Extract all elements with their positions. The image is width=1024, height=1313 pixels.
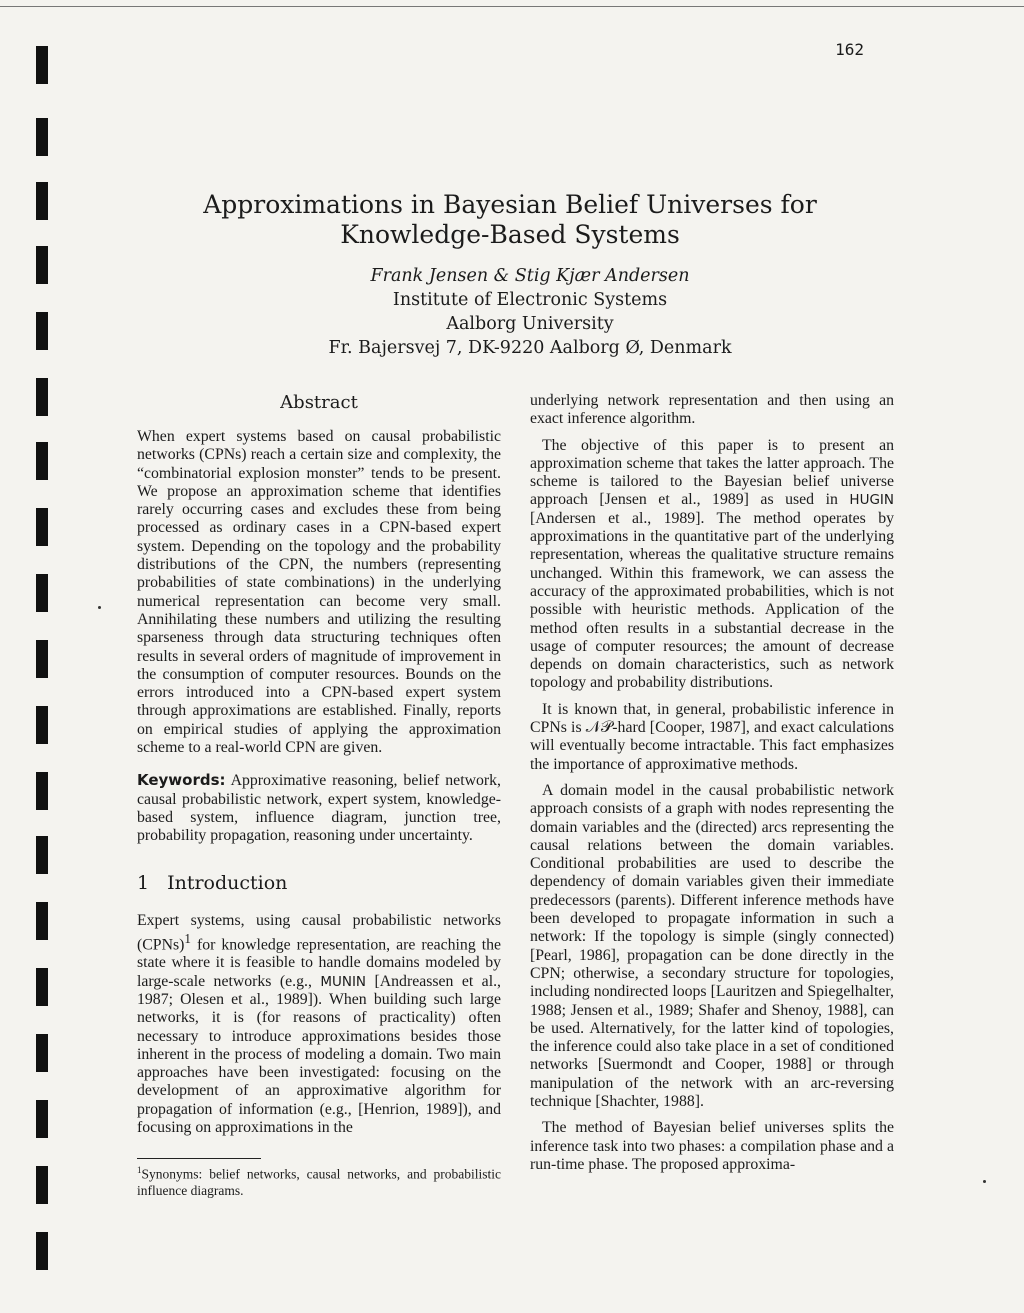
binder-holes [36,36,50,1276]
binder-hole-mark [36,46,48,84]
intro-text-a: Expert systems, using causal probabilistic networks (CPNs) [137,911,501,954]
binder-hole-mark [36,378,48,416]
binder-hole-mark [36,968,48,1006]
introduction-paragraph-1 [137,912,501,1138]
keywords-label: Keywords: [137,771,226,790]
objective-paragraph [530,437,894,693]
binder-hole-mark [36,574,48,612]
left-column [137,392,501,1137]
affiliation-university: Aalborg University [446,314,614,334]
paper-title [180,190,840,250]
binder-hole-mark [36,1100,48,1138]
author-names: Frank Jensen & Stig Kjær Andersen [370,266,690,286]
objective-text-a: The objective of this paper is to present an approximation scheme that takes the latter approach. The scheme is tailored to the Bayesian belief universe approach [Jensen et al., 1989] as used in [530,436,894,509]
footnote-marker: 1 [184,930,191,946]
footnote-mark: 1 [137,1165,142,1175]
binder-hole-mark [36,442,48,480]
objective-text-b: [Andersen et al., 1989]. The method operates by approximations in the quantitative part of the underlying representation, whereas the qualitative structure remains unchanged. Within this framework, we can assess the accuracy of the approximated probabilities, which is not possible with heuristic methods. Application of the method often results in a substantial decrease in the usage of computer resources; the amount of decrease depends on domain characteristics, such as network topology and probability distributions. [530,509,894,692]
keywords [137,771,501,845]
continued-paragraph: underlying network representation and then using an exact inference algorithm. [530,392,894,428]
binder-hole-mark [36,246,48,284]
page-number: 162 [835,40,864,59]
binder-hole-mark [36,1034,48,1072]
domain-model-paragraph: A domain model in the causal probabilistic network approach consists of a graph with nodes representing the domain variables and the (directed) arcs representing the causal relations between the domain variables. Conditional probabilities are used to describe the dependency of domain variables given their immediate predecessors (parents). Different inference methods have been developed to propagate information in such a network: If the topology is simple (singly connected) [Pearl, 1986], propagation can be done directly in the CPN; otherwise, a secondary structure for topologies, including nondirected loops [Lauritzen and Spiegelhalter, 1988; Jensen et al., 1989; Shafer and Shenoy, 1988], can be used. Alternatively, for the latter kind of topologies, the inference could also take place in a set of conditioned networks [Suermondt and Cooper, 1988] or through manipulation of the network with an arc-reversing technique [Shachter, 1988]. [530,781,894,1110]
binder-hole-mark [36,312,48,350]
section-number: 1 [137,871,150,894]
hugin-name: HUGIN [849,492,894,509]
binder-hole-mark [36,772,48,810]
binder-hole-mark [36,706,48,744]
abstract-heading: Abstract [280,392,358,413]
munin-name: MUNIN [320,973,367,990]
affiliation-institute: Institute of Electronic Systems [392,290,668,310]
intro-text-c: [Andreassen et al., 1987; Olesen et al., 1989]). When building such large networks, it is (for reasons of practicality) often necessary to introduce approximations besides those inherent in the process of modeling a domain. Two main approaches have been investigated: focusing on the development of an approximative algorithm for propagation of information (e.g., [Henrion, 1989]), and focusing on approximations in the [137,972,501,1137]
author-block [300,264,760,360]
title-line-1: Approximations in Bayesian Belief Universes for [203,190,817,219]
binder-hole-mark [36,118,48,156]
binder-hole-mark [36,1232,48,1270]
binder-hole-mark [36,640,48,678]
binder-hole-mark [36,1166,48,1204]
np-hard-paragraph: It is known that, in general, probabilistic inference in CPNs is 𝒩𝒫-hard [Cooper, 1987], and exact calculations will eventually become intractable. This fact emphasizes the importance of approximative methods. [530,700,894,773]
right-column [530,392,894,1174]
keywords-text: Approximative reasoning, belief network, causal probabilistic network, expert system, knowledge-based system, influence diagram, junction tree, probability propagation, reasoning under uncertainty. [137,772,501,845]
belief-universes-paragraph: The method of Bayesian belief universes splits the inference task into two phases: a compilation phase and a run-time phase. The proposed approxima- [530,1119,894,1173]
section-title: Introduction [167,871,288,894]
title-line-2: Knowledge-Based Systems [340,220,680,249]
binder-hole-mark [36,182,48,220]
footnote-text: Synonyms: belief networks, causal networks, and probabilistic influence diagrams. [137,1166,501,1198]
affiliation-address: Fr. Bajersvej 7, DK-9220 Aalborg Ø, Denmark [328,338,732,358]
footnote [137,1162,501,1199]
binder-hole-mark [36,508,48,546]
scan-speck [98,606,101,609]
binder-hole-mark [36,836,48,874]
binder-hole-mark [36,902,48,940]
top-rule [0,6,1024,7]
footnote-rule [137,1158,261,1159]
abstract-body: When expert systems based on causal probabilistic networks (CPNs) reach a certain size and complexity, the “combinatorial explosion monster” tends to be present. We propose an approximation scheme that identifies rarely occurring cases and excludes these from being processed as ordinary cases in a CPN-based expert system. Depending on the topology and the probability distributions of the CPN, the numbers (representing probabilities of state combinations) in the underlying numerical representation can become very small. Annihilating these numbers and utilizing the resulting sparseness through data structuring techniques often results in several orders of magnitude of improvement in the consumption of computer resources. Bounds on the errors introduced into a CPN-based expert system through approximations are established. Finally, reports on empirical studies of applying the approximation scheme to a real-world CPN are given. [137,428,501,757]
section-heading-introduction [137,872,501,894]
scan-speck [983,1180,986,1183]
intro-text-b: for knowledge representation, are reaching the state where it is feasible to handle domains modeled by large-scale networks (e.g., [137,936,501,990]
